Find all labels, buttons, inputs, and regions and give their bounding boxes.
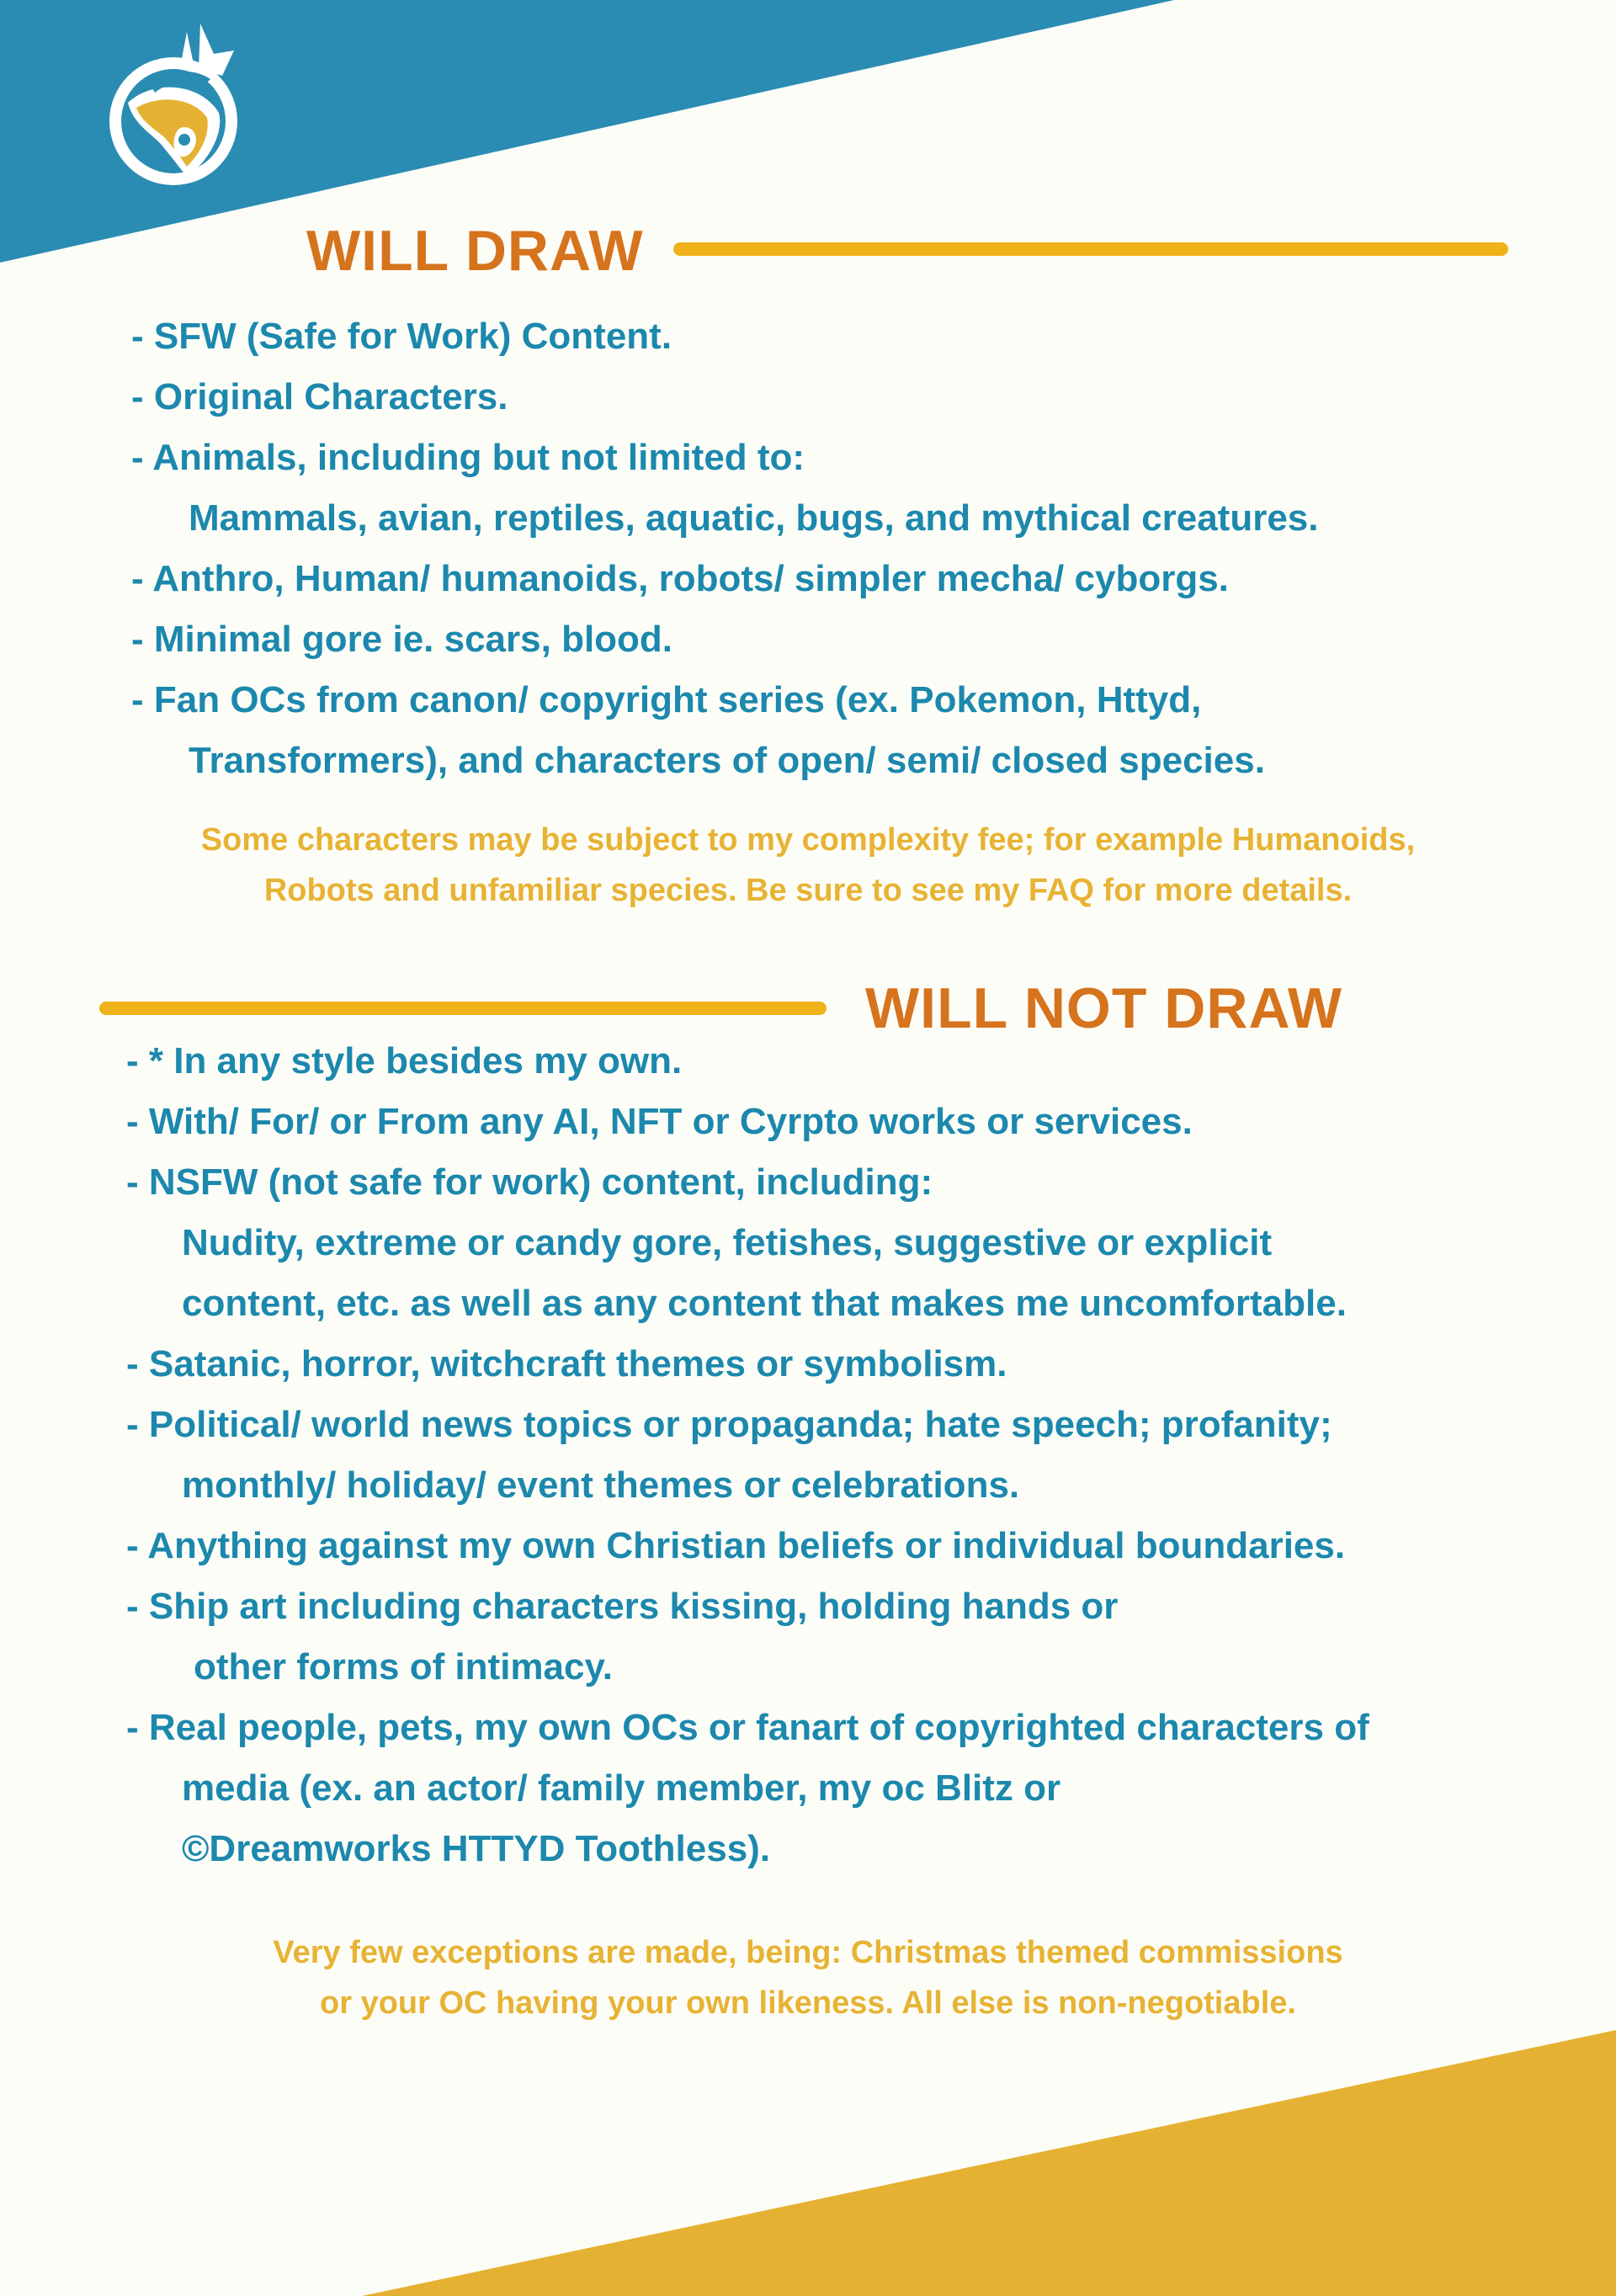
will-not-draw-item-text: - Political/ world news topics or propaganda; hate speech; profanity; (126, 1404, 1332, 1445)
will-not-draw-heading: WILL NOT DRAW (865, 976, 1342, 1040)
will-draw-note-line: Robots and unfamiliar species. Be sure to see my FAQ for more details. (263, 873, 1353, 908)
will-not-draw-item-text: - Satanic, horror, witchcraft themes or symbolism. (126, 1343, 1007, 1385)
will-draw-item-text: - Original Characters. (131, 376, 508, 417)
will-not-draw-item-text: - Anything against my own Christian beliefs or individual boundaries. (126, 1525, 1346, 1566)
will-draw-list (131, 306, 1319, 791)
will-not-draw-item-continuation: content, etc. as well as any content that makes me uncomfortable. (182, 1283, 1347, 1324)
will-draw-item-text: - Fan OCs from canon/ copyright series (ex. Pokemon, Httyd, (131, 679, 1202, 720)
will-draw-note (0, 815, 1616, 916)
will-not-draw-item-political (126, 1395, 1369, 1516)
will-not-draw-note-line: or your OC having your own likeness. All else is non-negotiable. (320, 1985, 1296, 2021)
will-not-draw-item-real-people (126, 1698, 1369, 1879)
will-not-draw-item-text: - With/ For/ or From any AI, NFT or Cyrpto works or services. (126, 1101, 1193, 1142)
will-not-draw-item-continuation: media (ex. an actor/ family member, my oc Blitz or (182, 1767, 1061, 1809)
will-not-draw-note (0, 1927, 1616, 2028)
will-not-draw-item-continuation: monthly/ holiday/ event themes or celebrations. (182, 1464, 1020, 1506)
will-draw-item-continuation: Mammals, avian, reptiles, aquatic, bugs, and mythical creatures. (189, 497, 1319, 539)
will-draw-item-text: - Minimal gore ie. scars, blood. (131, 619, 673, 660)
will-draw-item-text: - Animals, including but not limited to: (131, 437, 805, 478)
will-draw-item-animals (131, 428, 1319, 549)
will-draw-rule (673, 242, 1508, 256)
will-not-draw-item-ship-art (126, 1576, 1369, 1698)
will-draw-item-fan-ocs (131, 670, 1319, 791)
bird-head-logo-icon (99, 20, 251, 189)
will-not-draw-item-style (126, 1031, 1369, 1092)
will-draw-item-text: - Anthro, Human/ humanoids, robots/ simpler mecha/ cyborgs. (131, 558, 1229, 599)
will-not-draw-item-nsfw (126, 1152, 1369, 1334)
will-not-draw-item-continuation: Nudity, extreme or candy gore, fetishes, suggestive or explicit (182, 1222, 1273, 1263)
will-not-draw-item-satanic (126, 1334, 1369, 1395)
bottom-right-gold-corner (362, 2030, 1616, 2296)
will-not-draw-item-beliefs (126, 1516, 1369, 1576)
will-draw-note-line: Some characters may be subject to my complexity fee; for example Humanoids, (200, 822, 1416, 858)
will-not-draw-item-text: - * In any style besides my own. (126, 1040, 683, 1082)
will-draw-item-sfw (131, 306, 1319, 367)
will-draw-item-anthro (131, 549, 1319, 609)
will-not-draw-note-line: Very few exceptions are made, being: Christmas themed commissions (273, 1935, 1343, 1970)
will-not-draw-item-continuation: other forms of intimacy. (194, 1646, 613, 1687)
will-not-draw-item-text: - Ship art including characters kissing, holding hands or (126, 1586, 1119, 1627)
will-draw-item-continuation: Transformers), and characters of open/ semi/ closed species. (189, 740, 1265, 781)
will-not-draw-list (126, 1031, 1369, 1879)
will-draw-item-minimal-gore (131, 609, 1319, 670)
will-draw-heading: WILL DRAW (306, 219, 644, 283)
will-draw-item-original-characters (131, 367, 1319, 428)
will-not-draw-item-ai-nft (126, 1092, 1369, 1152)
will-not-draw-rule (99, 1002, 827, 1015)
will-not-draw-item-text: - Real people, pets, my own OCs or fanart of copyrighted characters of (126, 1707, 1369, 1748)
will-not-draw-item-text: - NSFW (not safe for work) content, including: (126, 1161, 933, 1203)
will-draw-item-text: - SFW (Safe for Work) Content. (131, 316, 672, 357)
will-not-draw-item-continuation: ©Dreamworks HTTYD Toothless). (182, 1828, 771, 1869)
